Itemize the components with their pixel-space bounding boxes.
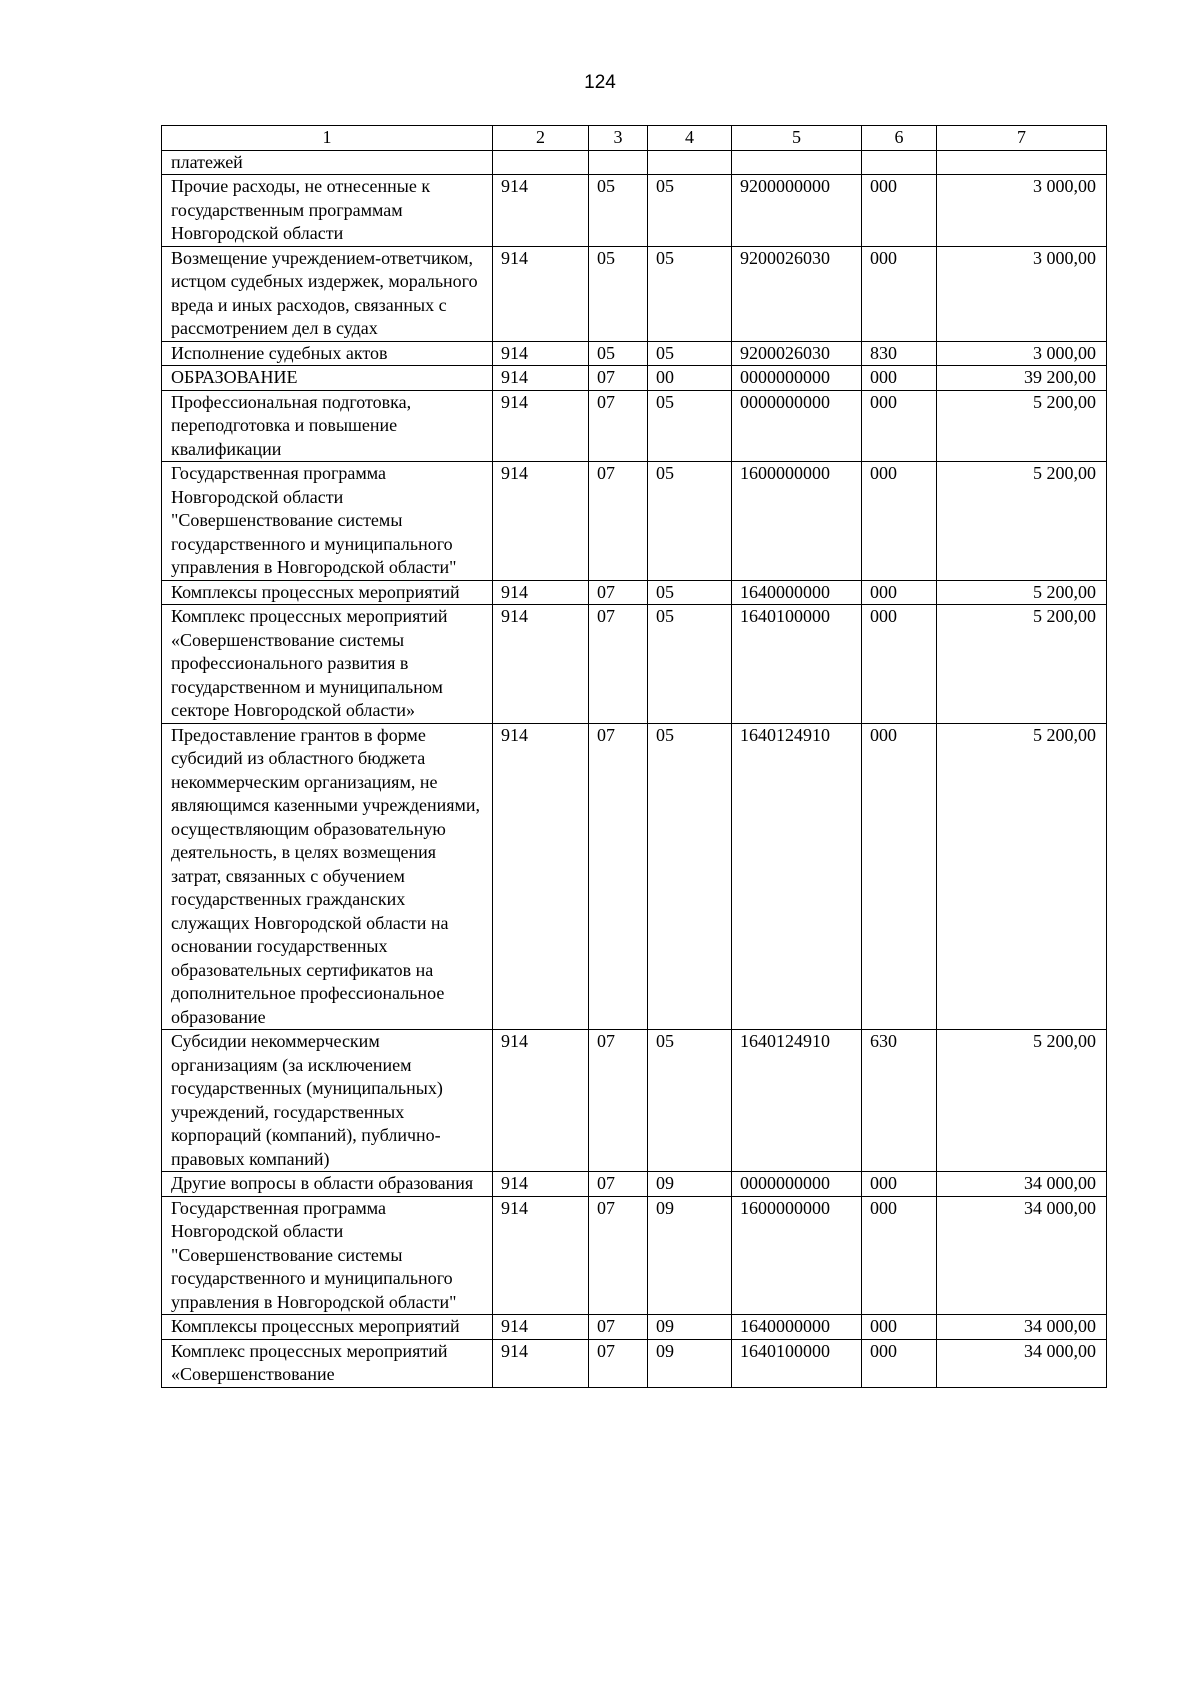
row-code-cell-3: 07 — [589, 723, 648, 1030]
row-code-cell-3: 07 — [589, 462, 648, 581]
table-row — [162, 1030, 1107, 1172]
row-name-cell: Комплексы процессных мероприятий — [162, 580, 493, 605]
row-sum-cell: 34 000,00 — [937, 1339, 1107, 1387]
row-sum-cell: 3 000,00 — [937, 341, 1107, 366]
row-code-cell-6: 830 — [862, 341, 937, 366]
row-code-cell-5: 9200000000 — [732, 175, 862, 247]
row-name-cell: Комплекс процессных мероприятий «Совершенствование — [162, 1339, 493, 1387]
table-row — [162, 605, 1107, 724]
row-code-cell-6: 000 — [862, 580, 937, 605]
table-row — [162, 580, 1107, 605]
row-code-cell-6: 000 — [862, 1196, 937, 1315]
table-row — [162, 723, 1107, 1030]
row-code-cell-2: 914 — [493, 246, 589, 341]
row-code-cell-2: 914 — [493, 175, 589, 247]
row-code-cell-2 — [493, 150, 589, 175]
row-code-cell-4: 00 — [648, 366, 732, 391]
row-name-cell: Комплекс процессных мероприятий «Совершенствование системы профессионального развития в государственном и муниципальном секторе Новгородской области» — [162, 605, 493, 724]
row-code-cell-4: 05 — [648, 605, 732, 724]
row-code-cell-2: 914 — [493, 1315, 589, 1340]
table-row — [162, 175, 1107, 247]
row-code-cell-4: 05 — [648, 390, 732, 462]
row-code-cell-5: 1640124910 — [732, 1030, 862, 1172]
table-row — [162, 366, 1107, 391]
row-sum-cell: 34 000,00 — [937, 1315, 1107, 1340]
header-cell-7: 7 — [937, 126, 1107, 151]
header-cell-3: 3 — [589, 126, 648, 151]
row-code-cell-2: 914 — [493, 390, 589, 462]
row-name-cell: Государственная программа Новгородской области "Совершенствование системы государственного и муниципального управления в Новгородской области" — [162, 1196, 493, 1315]
row-name-cell: Исполнение судебных актов — [162, 341, 493, 366]
row-code-cell-2: 914 — [493, 1196, 589, 1315]
row-code-cell-5: 1640100000 — [732, 1339, 862, 1387]
table-row — [162, 341, 1107, 366]
row-sum-cell: 5 200,00 — [937, 462, 1107, 581]
row-sum-cell: 5 200,00 — [937, 1030, 1107, 1172]
row-sum-cell — [937, 150, 1107, 175]
header-row — [162, 126, 1107, 151]
row-code-cell-4: 05 — [648, 1030, 732, 1172]
row-code-cell-5: 0000000000 — [732, 1172, 862, 1197]
row-code-cell-4: 09 — [648, 1196, 732, 1315]
row-name-cell: Государственная программа Новгородской области "Совершенствование системы государственного и муниципального управления в Новгородской области" — [162, 462, 493, 581]
row-sum-cell: 34 000,00 — [937, 1196, 1107, 1315]
row-code-cell-3: 07 — [589, 1339, 648, 1387]
row-code-cell-4 — [648, 150, 732, 175]
row-code-cell-5 — [732, 150, 862, 175]
row-code-cell-2: 914 — [493, 366, 589, 391]
row-code-cell-6: 000 — [862, 462, 937, 581]
row-code-cell-5: 1640100000 — [732, 605, 862, 724]
row-sum-cell: 3 000,00 — [937, 175, 1107, 247]
row-code-cell-4: 05 — [648, 246, 732, 341]
row-code-cell-6: 000 — [862, 246, 937, 341]
row-code-cell-6: 000 — [862, 605, 937, 724]
row-code-cell-5: 1600000000 — [732, 462, 862, 581]
row-sum-cell: 3 000,00 — [937, 246, 1107, 341]
row-code-cell-3: 07 — [589, 1315, 648, 1340]
row-code-cell-4: 05 — [648, 175, 732, 247]
row-name-cell: платежей — [162, 150, 493, 175]
row-code-cell-4: 05 — [648, 580, 732, 605]
row-code-cell-3: 07 — [589, 1030, 648, 1172]
row-name-cell: Комплексы процессных мероприятий — [162, 1315, 493, 1340]
row-code-cell-3: 05 — [589, 246, 648, 341]
row-code-cell-6: 000 — [862, 1339, 937, 1387]
row-code-cell-2: 914 — [493, 1339, 589, 1387]
row-code-cell-6: 000 — [862, 1315, 937, 1340]
row-code-cell-2: 914 — [493, 605, 589, 724]
row-code-cell-5: 9200026030 — [732, 341, 862, 366]
row-code-cell-5: 1600000000 — [732, 1196, 862, 1315]
row-name-cell: Профессиональная подготовка, переподготовка и повышение квалификации — [162, 390, 493, 462]
row-name-cell: Субсидии некоммерческим организациям (за исключением государственных (муниципальных) учреждений, государственных корпораций (компаний), публично-правовых компаний) — [162, 1030, 493, 1172]
row-code-cell-2: 914 — [493, 1030, 589, 1172]
table-row — [162, 390, 1107, 462]
row-code-cell-3: 07 — [589, 390, 648, 462]
row-sum-cell: 34 000,00 — [937, 1172, 1107, 1197]
row-sum-cell: 5 200,00 — [937, 580, 1107, 605]
row-code-cell-5: 1640000000 — [732, 580, 862, 605]
row-sum-cell: 5 200,00 — [937, 723, 1107, 1030]
row-name-cell: Прочие расходы, не отнесенные к государственным программам Новгородской области — [162, 175, 493, 247]
row-code-cell-3: 05 — [589, 341, 648, 366]
row-code-cell-4: 05 — [648, 723, 732, 1030]
row-code-cell-4: 05 — [648, 462, 732, 581]
row-sum-cell: 39 200,00 — [937, 366, 1107, 391]
row-code-cell-5: 0000000000 — [732, 366, 862, 391]
row-code-cell-6: 000 — [862, 175, 937, 247]
table-row — [162, 1196, 1107, 1315]
table-row — [162, 246, 1107, 341]
row-code-cell-6 — [862, 150, 937, 175]
row-code-cell-5: 0000000000 — [732, 390, 862, 462]
row-code-cell-6: 630 — [862, 1030, 937, 1172]
row-code-cell-3: 07 — [589, 1196, 648, 1315]
header-cell-5: 5 — [732, 126, 862, 151]
row-code-cell-5: 1640124910 — [732, 723, 862, 1030]
budget-table — [161, 125, 1107, 1388]
row-code-cell-6: 000 — [862, 1172, 937, 1197]
row-name-cell: Предоставление грантов в форме субсидий из областного бюджета некоммерческим организациям, не являющимся казенными учреждениями, осуществляющим образовательную деятельность, в целях возмещения затрат, связанных с обучением государственных гражданских служащих Новгородской области на основании государственных образовательных сертификатов на дополнительное профессиональное образование — [162, 723, 493, 1030]
header-cell-6: 6 — [862, 126, 937, 151]
row-code-cell-6: 000 — [862, 390, 937, 462]
row-code-cell-4: 09 — [648, 1315, 732, 1340]
row-code-cell-2: 914 — [493, 462, 589, 581]
row-code-cell-3 — [589, 150, 648, 175]
row-code-cell-6: 000 — [862, 723, 937, 1030]
row-code-cell-3: 07 — [589, 605, 648, 724]
table-row — [162, 1172, 1107, 1197]
table-row — [162, 1315, 1107, 1340]
row-code-cell-3: 07 — [589, 1172, 648, 1197]
row-name-cell: Другие вопросы в области образования — [162, 1172, 493, 1197]
row-code-cell-3: 07 — [589, 580, 648, 605]
row-name-cell: ОБРАЗОВАНИЕ — [162, 366, 493, 391]
header-cell-4: 4 — [648, 126, 732, 151]
row-code-cell-4: 05 — [648, 341, 732, 366]
table-row — [162, 1339, 1107, 1387]
row-code-cell-2: 914 — [493, 341, 589, 366]
row-code-cell-2: 914 — [493, 580, 589, 605]
row-code-cell-2: 914 — [493, 1172, 589, 1197]
table-row — [162, 462, 1107, 581]
row-code-cell-2: 914 — [493, 723, 589, 1030]
row-code-cell-4: 09 — [648, 1172, 732, 1197]
table-row — [162, 150, 1107, 175]
table-body — [162, 150, 1107, 1387]
row-code-cell-4: 09 — [648, 1339, 732, 1387]
header-cell-1: 1 — [162, 126, 493, 151]
row-code-cell-5: 1640000000 — [732, 1315, 862, 1340]
page-number: 124 — [584, 72, 616, 93]
row-sum-cell: 5 200,00 — [937, 605, 1107, 724]
row-code-cell-3: 07 — [589, 366, 648, 391]
row-sum-cell: 5 200,00 — [937, 390, 1107, 462]
row-name-cell: Возмещение учреждением-ответчиком, истцом судебных издержек, морального вреда и иных расходов, связанных с рассмотрением дел в судах — [162, 246, 493, 341]
header-cell-2: 2 — [493, 126, 589, 151]
row-code-cell-5: 9200026030 — [732, 246, 862, 341]
row-code-cell-6: 000 — [862, 366, 937, 391]
row-code-cell-3: 05 — [589, 175, 648, 247]
